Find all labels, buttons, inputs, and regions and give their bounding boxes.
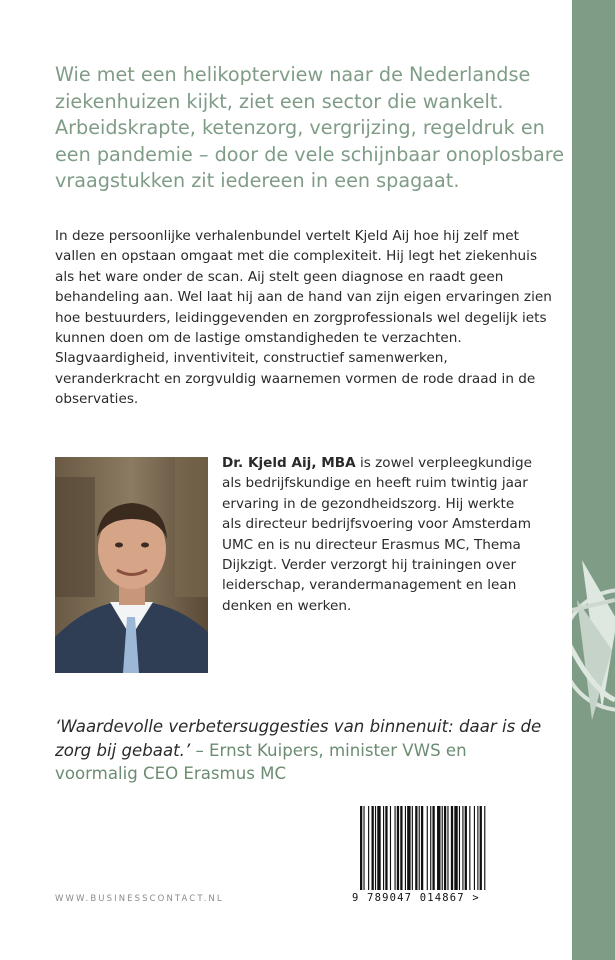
barcode-bar [407, 806, 410, 890]
barcode-bar [368, 806, 369, 890]
barcode-bar [462, 806, 463, 890]
barcode-bar [383, 806, 384, 890]
barcode-bar [372, 806, 374, 890]
publisher-logo-icon [572, 0, 615, 960]
barcode-bar [375, 806, 376, 890]
barcode-bar [419, 806, 420, 890]
spine-strip [572, 0, 615, 960]
intro-text: Wie met een helikopterview naar de Nederlandse ziekenhuizen kijkt, ziet een sector die wankelt. Arbeidskrapte, ketenzorg, vergrijzing, regeldruk en een pandemie – door de vele schijnbaar onoplosbare vraagstukken zit iedereen in een spagaat. [55, 63, 565, 192]
author-bio [222, 453, 532, 616]
barcode-bar [477, 806, 478, 890]
barcode-bar [415, 806, 417, 890]
barcode-bar [430, 806, 431, 890]
barcode-bar [437, 806, 440, 890]
barcode-bar [469, 806, 470, 890]
barcode-bar [397, 806, 399, 890]
barcode-bar [451, 806, 453, 890]
quote-attribution: – Ernst Kuipers, minister VWS en voormalig CEO Erasmus MC [55, 740, 467, 783]
barcode-bar [465, 806, 467, 890]
barcode-bar [412, 806, 413, 890]
barcode-bar [484, 806, 485, 890]
barcode-bar [421, 806, 423, 890]
barcode-bar [447, 806, 448, 890]
barcode-bar [427, 806, 428, 890]
barcode-bar [395, 806, 396, 890]
barcode-bar [400, 806, 402, 890]
publisher-website: WWW.BUSINESSCONTACT.NL [55, 894, 224, 904]
author-bio-text: is zowel verpleegkundige als bedrijfskundige en heeft ruim twintig jaar ervaring in de gezondheidszorg. Hij werkte als directeur bedrijfsvoering voor Amsterdam UMC en is nu directeur Erasmus MC, Thema Dijkzigt. Verder verzorgt hij trainingen over leiderschap, verandermanagement en lean denken en werken. [222, 455, 533, 614]
barcode-bar [454, 806, 457, 890]
barcode-bar [480, 806, 482, 890]
barcode-bar [442, 806, 443, 890]
author-name: Dr. Kjeld Aij, MBA [222, 455, 356, 471]
barcode-bar [377, 806, 380, 890]
isbn-number: 9 789047 014867 > [352, 892, 480, 904]
barcode-bar [405, 806, 406, 890]
endorsement-quote [55, 715, 545, 786]
barcode-bar [444, 806, 446, 890]
description-text: In deze persoonlijke verhalenbundel vertelt Kjeld Aij hoe hij zelf met vallen en opstaan omgaat met die complexiteit. Hij legt het ziekenhuis als het ware onder de scan. Aij stelt geen diagnose en raadt geen behandeling aan. Wel laat hij aan de hand van zijn eigen ervaringen zien hoe bestuurders, leidinggevenden en zorgprofessionals wel degelijk iets kunnen doen om de lastige omstandigheden te verzachten. Slagvaardigheid, inventiviteit, constructief samenwerken, veranderkracht en zorgvuldig waarnemen vormen de rode draad in de observaties. [55, 228, 552, 408]
barcode-bar [432, 806, 434, 890]
barcode-bar [360, 806, 362, 890]
barcode-bar [459, 806, 460, 890]
author-photo [55, 457, 208, 673]
quote-text: ‘Waardevolle verbetersuggesties van binnenuit: daar is de zorg bij gebaat.’ [55, 717, 542, 760]
barcode-bar [363, 806, 364, 890]
barcode-bar [390, 806, 391, 890]
barcode-bar [385, 806, 387, 890]
barcode-bar [474, 806, 475, 890]
